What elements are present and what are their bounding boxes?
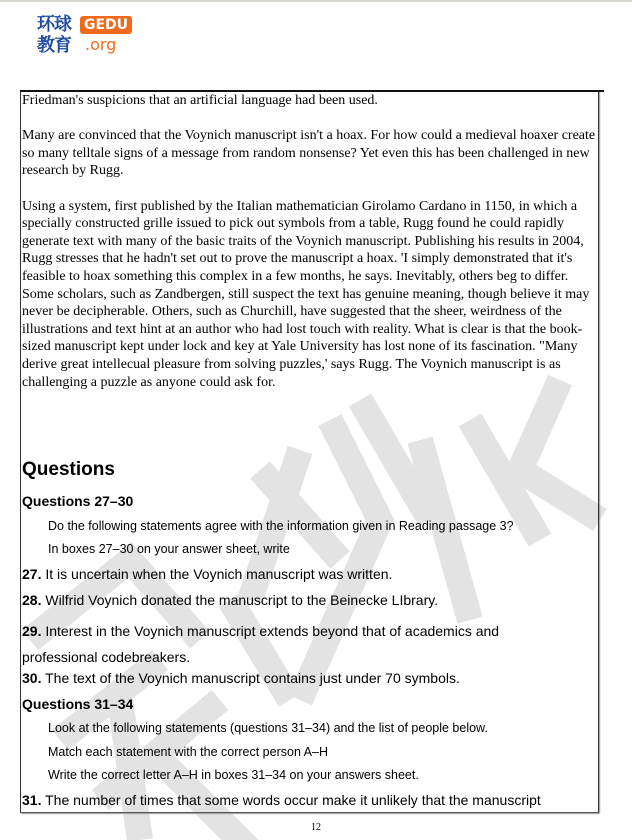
page-number: 12 <box>311 822 321 833</box>
question-29: 29. Interest in the Voynich manuscript extends beyond that of academics and professional codebreakers. <box>22 623 500 665</box>
group1-title: Questions 27–30 <box>22 493 134 509</box>
group2-instruction: Write the correct letter A–H in boxes 31–34 on your answers sheet. <box>48 768 419 782</box>
gedu-logo <box>37 14 137 58</box>
passage-paragraph: Using a system, first published by the Italian mathematician Girolamo Cardano in 1150, in which a specially constructed grille issued to pick out symbols from a table, Rugg found he could rapidly generate text with many of the basic traits of the Voynich manuscript. Publishing his results in 2004, Rugg stresses that he hadn't set out to prove the manuscript a hoax. 'I simply demonstrated that it's feasible to hoax something this complex in a few months, he says. Inevitably, others beg to differ. Some scholars, such as Zandbergen, still suspect the text has genuine meaning, though believe it may never be decipherable. Others, such as Churchill, have suggested that the sheer, weirdness of the illustrations and text hint at an author who had lost touch with reality. What is clear is that the book-sized manuscript kept under lock and key at Yale University has lost none of its fascination. "Many derive great intellecual pleasure from solving puzzles,' says Rugg. The Voynich manuscript is as challenging a puzzle as anyone could ask for. <box>22 198 590 390</box>
group2-title: Questions 31–34 <box>22 696 134 712</box>
question-27: 27. It is uncertain when the Voynich manuscript was written. <box>22 566 393 582</box>
top-edge-line <box>0 0 632 2</box>
logo-org-text: .org <box>85 35 117 54</box>
logo-gedu-badge: GEDU <box>80 16 132 34</box>
passage-paragraph: Friedman's suspicions that an artificial language had been used. <box>22 93 378 108</box>
passage-paragraph: Many are convinced that the Voynich manuscript isn't a hoax. For how could a medieval hoaxer create so many telltale signs of a message from random nonsense? Yet even this has been challenged in new research by Rugg. <box>22 128 596 179</box>
group1-instruction: Do the following statements agree with the information given in Reading passage 3? <box>48 519 514 533</box>
question-31: 31. The number of times that some words occur make it unlikely that the manuscript <box>22 792 541 808</box>
questions-heading: Questions <box>22 459 115 480</box>
logo-chinese-text: 环球 教育 <box>37 14 71 56</box>
reading-passage <box>22 92 597 409</box>
question-28: 28. Wilfrid Voynich donated the manuscript to the Beinecke LIbrary. <box>22 592 439 608</box>
group1-instruction: In boxes 27–30 on your answer sheet, write <box>48 542 290 556</box>
group2-instruction: Look at the following statements (questions 31–34) and the list of people below. <box>48 721 488 735</box>
group2-instruction: Match each statement with the correct person A–H <box>48 745 328 759</box>
question-30: 30. The text of the Voynich manuscript contains just under 70 symbols. <box>22 670 460 686</box>
